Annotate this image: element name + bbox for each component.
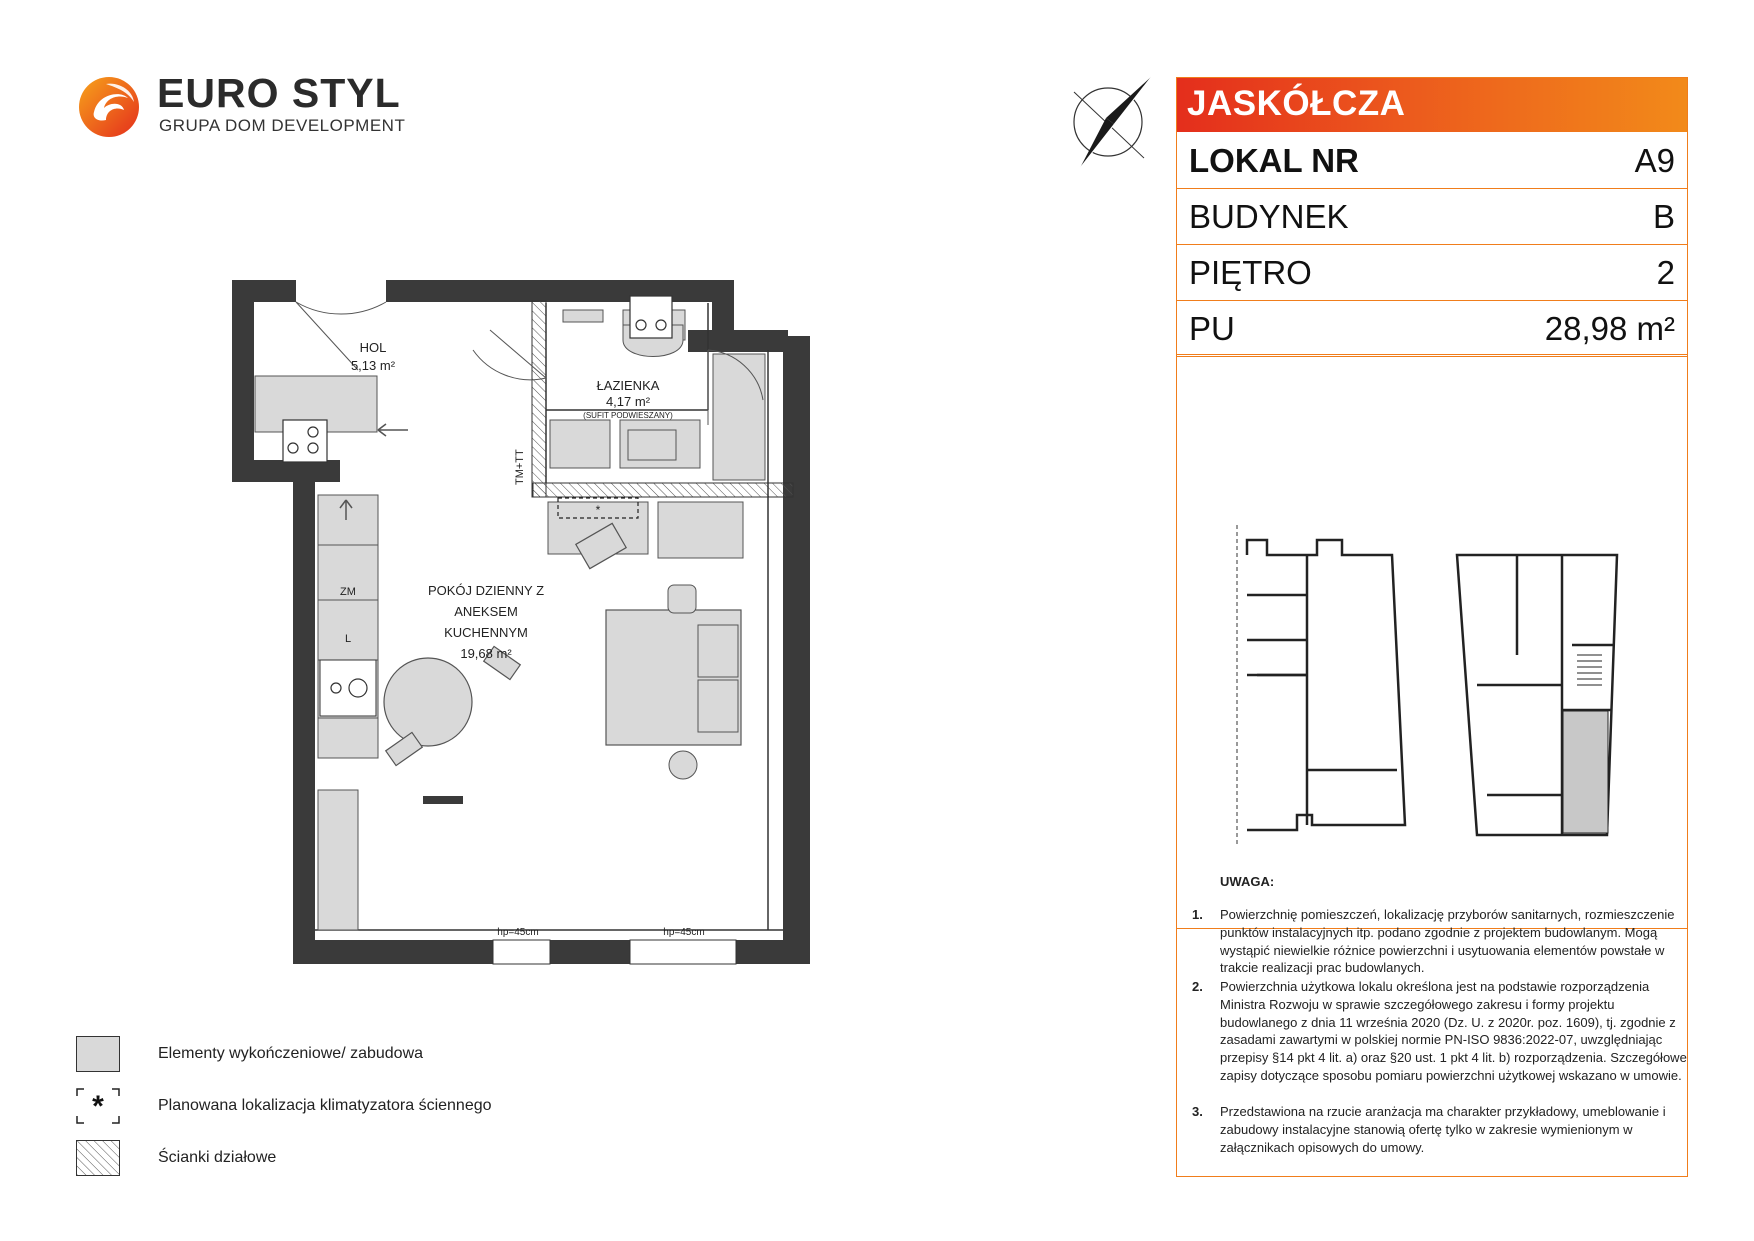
svg-text:*: * xyxy=(92,1090,104,1123)
floor-plan xyxy=(228,270,868,970)
oven xyxy=(320,660,376,716)
note-text: Powierzchnię pomieszczeń, lokalizację przyborów sanitarnych, rozmieszczenie punktów instalacyjnych itp. podano zgodnie z projektem budowlanym. Mogą wystąpić niewielkie różnice powierzchni i usytuowania elementów powstałe w trakcie realizacji prac budowlanych. xyxy=(1220,907,1675,976)
legend-text-partitions: Ścianki działowe xyxy=(158,1149,277,1166)
euro-styl-flame-icon xyxy=(76,72,146,142)
note-text: Powierzchnia użytkowa lokalu określona jest na podstawie rozporządzenia Ministra Rozwoju w sprawie szczegółowego zakresu i formy projektu budowlanego z dnia 11 września 2020 (Dz. U. z 2020r. poz. 1609), tj. zgodnie z zasadami zawartymi w polskiej normie PN-ISO 9836:2022-07, uwzględniając przepisy §14 pkt 4 lit. a) oraz §20 ust. 1 pkt 4 lit. b) rozporządzenia. Szczegółowe zapisy dotyczące sposobu pomiaru powierzchni użytkowej wskazano w umowie. xyxy=(1220,979,1687,1083)
area-value: 28,98 m² xyxy=(1544,310,1675,347)
unit-label: LOKAL NR xyxy=(1189,142,1359,179)
l-label: L xyxy=(344,633,352,645)
area-label: PU xyxy=(1189,310,1235,347)
note-number: 3. xyxy=(1192,1104,1203,1119)
ac-marker-label: * xyxy=(595,503,601,517)
window-height-label: hp=45cm xyxy=(497,927,539,938)
room-area-hol: 5,13 m² xyxy=(350,358,396,373)
radiator xyxy=(423,796,463,804)
partition-wall xyxy=(532,301,546,497)
room-area-living: 19,68 m² xyxy=(460,646,512,661)
air-conditioner-marker-icon xyxy=(76,1088,120,1124)
notes-title: UWAGA: xyxy=(1220,874,1275,889)
room-name-living-line1: POKÓJ DZIENNY Z xyxy=(427,583,545,598)
info-row-floor xyxy=(1177,245,1687,301)
partition-wall xyxy=(533,483,793,497)
project-header xyxy=(1177,78,1687,132)
note-number: 1. xyxy=(1192,907,1203,922)
unit-value: A9 xyxy=(1634,142,1675,179)
room-area-bathroom: 4,17 m² xyxy=(605,394,651,409)
note-number: 2. xyxy=(1192,979,1203,994)
room-name-hol: HOL xyxy=(359,340,387,355)
tmtt-label: TM+TT xyxy=(514,449,526,485)
info-row-area xyxy=(1177,301,1687,357)
double-bed xyxy=(606,585,741,779)
dining-table xyxy=(384,523,626,765)
room-name-living-line2: ANEKSEM xyxy=(454,604,518,619)
info-row-unit xyxy=(1177,133,1687,189)
floor-label: PIĘTRO xyxy=(1189,254,1312,291)
zm-label: ZM xyxy=(340,586,356,598)
building-key-plan xyxy=(1177,355,1687,930)
room-name-bathroom: ŁAZIENKA xyxy=(596,378,660,393)
finishing-elements-swatch-icon xyxy=(76,1036,120,1072)
legend-text-finishing: Elementy wykończeniowe/ zabudowa xyxy=(158,1045,424,1062)
room-note-bathroom: (SUFIT PODWIESZANY) xyxy=(583,411,673,420)
floor-value: 2 xyxy=(1656,254,1675,291)
key-plan xyxy=(1177,354,1687,929)
partition-walls-hatch-icon xyxy=(76,1140,120,1176)
window-height-label: hp=45cm xyxy=(663,927,705,938)
brand-subtitle: GRUPA DOM DEVELOPMENT xyxy=(159,116,406,135)
north-arrow-icon xyxy=(1068,72,1154,172)
building-value: B xyxy=(1652,198,1675,235)
note-text: Przedstawiona na rzucie aranżacja ma charakter przykładowy, umeblowanie i zabudowy instalacyjne stanowią ofertę tylko w zakresie wymienionym w załącznikach opisowych do umowy. xyxy=(1220,1104,1666,1155)
legend-text-ac: Planowana lokalizacja klimatyzatora ściennego xyxy=(158,1097,492,1114)
project-name: JASKÓŁCZA xyxy=(1187,84,1406,123)
brand-name: EURO STYL xyxy=(157,70,401,116)
info-row-building xyxy=(1177,189,1687,245)
room-name-living-line3: KUCHENNYM xyxy=(444,625,528,640)
building-label: BUDYNEK xyxy=(1189,198,1349,235)
